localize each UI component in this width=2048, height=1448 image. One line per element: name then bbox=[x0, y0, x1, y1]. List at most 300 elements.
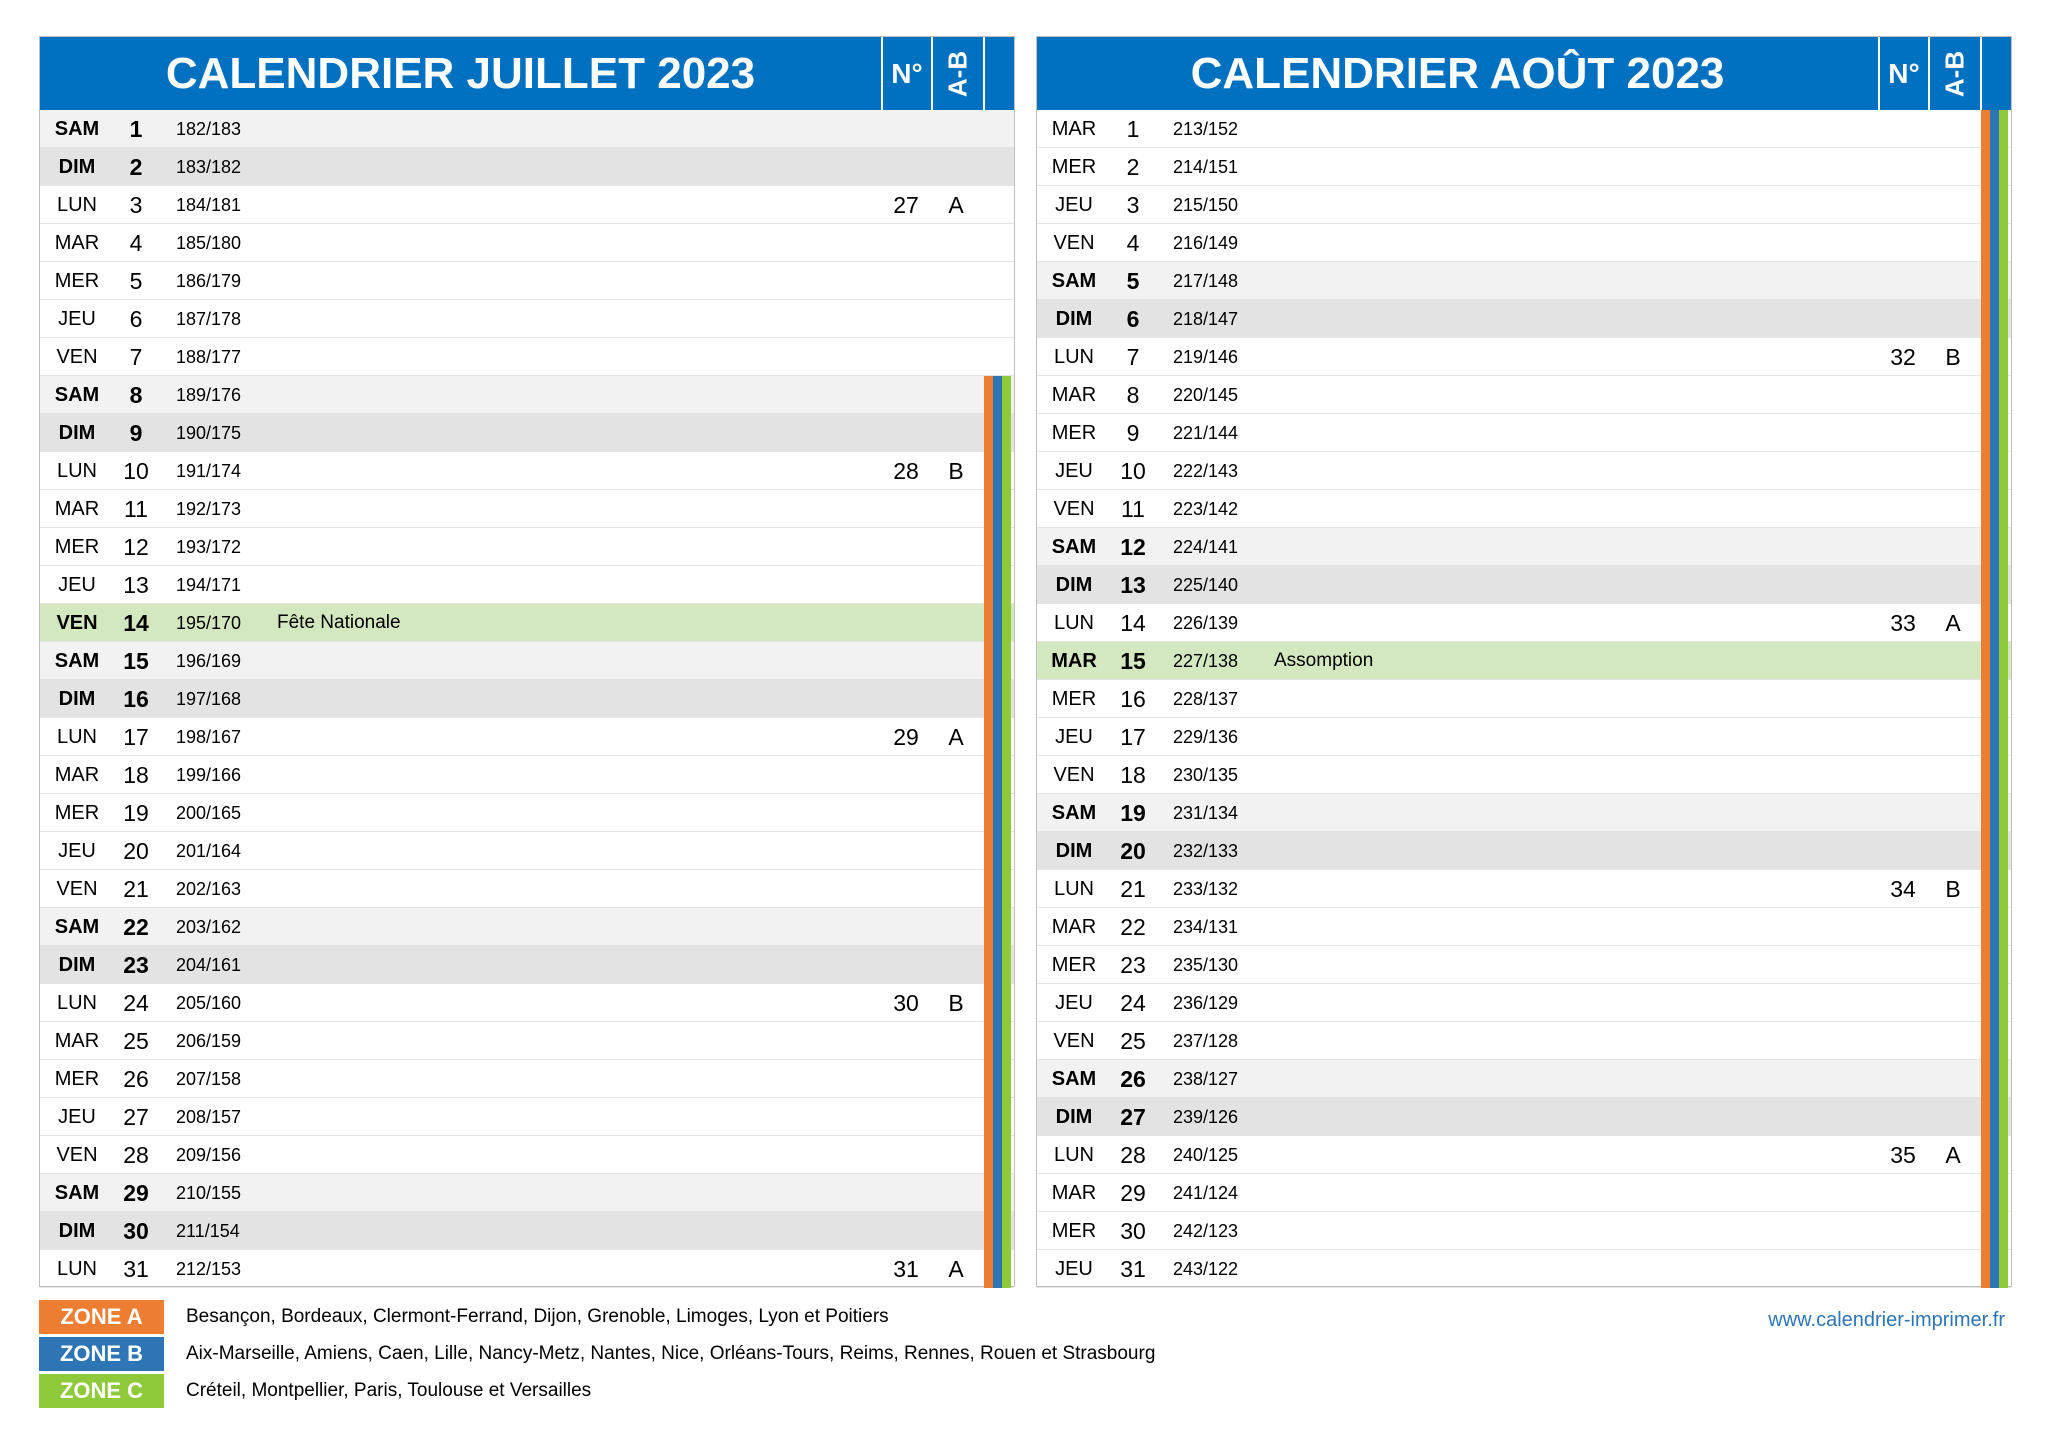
day-row bbox=[1037, 490, 2011, 528]
zone-b-bar bbox=[993, 376, 1002, 414]
zone-a-bar bbox=[1981, 1250, 1990, 1288]
month-title: CALENDRIER AOÛT 2023 bbox=[1190, 49, 1725, 98]
day-row bbox=[40, 490, 1014, 528]
day-number: 31 bbox=[123, 1256, 149, 1282]
day-number: 25 bbox=[123, 1028, 149, 1054]
zone-c-bar bbox=[1999, 870, 2008, 908]
day-number: 26 bbox=[123, 1066, 149, 1092]
day-name: LUN bbox=[56, 992, 97, 1014]
zone-c-bar bbox=[1002, 794, 1011, 832]
day-row bbox=[1037, 870, 2011, 908]
zone-b-bar bbox=[1990, 528, 1999, 566]
school-holiday-zones bbox=[1981, 1022, 2008, 1060]
ab-week: B bbox=[1945, 344, 1961, 370]
zone-b-bar bbox=[1990, 1212, 1999, 1250]
zone-a-bar bbox=[1981, 338, 1990, 376]
day-name: MAR bbox=[54, 764, 100, 786]
zone-c-bar bbox=[1999, 566, 2008, 604]
day-name: MER bbox=[1051, 954, 1097, 976]
day-row bbox=[1037, 1212, 2011, 1250]
day-row bbox=[1037, 680, 2011, 718]
zone-b-bar bbox=[1990, 832, 1999, 870]
day-number: 3 bbox=[1126, 192, 1140, 218]
year-day-count: 215/150 bbox=[1173, 195, 1239, 215]
zone-b-bar bbox=[993, 414, 1002, 452]
zone-b-bar bbox=[1990, 110, 1999, 148]
day-name: SAM bbox=[1051, 536, 1097, 558]
year-day-count: 212/153 bbox=[176, 1259, 242, 1279]
day-name: DIM bbox=[1055, 840, 1093, 862]
zone-c-bar bbox=[1002, 1136, 1011, 1174]
zone-b-bar bbox=[993, 680, 1002, 718]
year-day-count: 218/147 bbox=[1173, 309, 1239, 329]
school-holiday-zones bbox=[984, 1098, 1011, 1136]
zone-a-bar bbox=[1981, 566, 1990, 604]
day-name: JEU bbox=[58, 840, 96, 862]
day-name: DIM bbox=[1055, 308, 1093, 330]
zone-a-bar bbox=[984, 528, 993, 566]
day-name: VEN bbox=[1053, 498, 1095, 520]
zone-a-bar bbox=[984, 642, 993, 680]
zone-b-bar bbox=[1990, 186, 1999, 224]
day-name: DIM bbox=[58, 954, 96, 976]
zone-a-bar bbox=[1981, 756, 1990, 794]
day-row bbox=[1037, 262, 2011, 300]
day-number: 21 bbox=[1120, 876, 1146, 902]
day-name: SAM bbox=[1051, 802, 1097, 824]
zone-a-bar bbox=[1981, 794, 1990, 832]
day-name: MER bbox=[54, 1068, 100, 1090]
school-holiday-zones bbox=[1981, 1250, 2008, 1288]
day-name: MER bbox=[54, 802, 100, 824]
zone-c-bar bbox=[1002, 832, 1011, 870]
year-day-count: 232/133 bbox=[1173, 841, 1239, 861]
day-number: 30 bbox=[1120, 1218, 1146, 1244]
holiday-name: Fête Nationale bbox=[277, 612, 401, 633]
day-name: LUN bbox=[1053, 612, 1094, 634]
day-row bbox=[1037, 604, 2011, 642]
zone-b-bar bbox=[1990, 984, 1999, 1022]
school-holiday-zones bbox=[1981, 452, 2008, 490]
day-name: SAM bbox=[54, 650, 100, 672]
day-name: LUN bbox=[56, 460, 97, 482]
year-day-count: 193/172 bbox=[176, 537, 242, 557]
day-number: 10 bbox=[123, 458, 149, 484]
zone-a-bar bbox=[1981, 148, 1990, 186]
zone-a-cities: Besançon, Bordeaux, Clermont-Ferrand, Dijon, Grenoble, Limoges, Lyon et Poitiers bbox=[186, 1306, 889, 1327]
zone-b-bar bbox=[1990, 300, 1999, 338]
day-number: 29 bbox=[1120, 1180, 1146, 1206]
day-number: 21 bbox=[123, 876, 149, 902]
zone-b-bar bbox=[1990, 1174, 1999, 1212]
zone-a-bar bbox=[1981, 1022, 1990, 1060]
school-holiday-zones bbox=[1981, 870, 2008, 908]
zone-c-bar bbox=[1999, 186, 2008, 224]
year-day-count: 220/145 bbox=[1173, 385, 1239, 405]
day-number: 8 bbox=[1126, 382, 1140, 408]
zone-c-bar bbox=[1002, 414, 1011, 452]
website-link[interactable]: www.calendrier-imprimer.fr bbox=[1768, 1309, 2005, 1331]
day-name: LUN bbox=[1053, 878, 1094, 900]
school-holiday-zones bbox=[984, 832, 1011, 870]
school-holiday-zones bbox=[1981, 1098, 2008, 1136]
zone-c-bar bbox=[1999, 794, 2008, 832]
zone-c-bar bbox=[1002, 1022, 1011, 1060]
year-day-count: 189/176 bbox=[176, 385, 242, 405]
day-number: 17 bbox=[123, 724, 149, 750]
day-name: DIM bbox=[58, 688, 96, 710]
zone-c-badge: ZONE C bbox=[39, 1374, 164, 1408]
zone-c-bar bbox=[1002, 642, 1011, 680]
week-number: 35 bbox=[1890, 1142, 1916, 1168]
day-name: MAR bbox=[54, 1030, 100, 1052]
zone-b-bar bbox=[993, 1060, 1002, 1098]
school-holiday-zones bbox=[984, 376, 1011, 414]
zone-c-bar bbox=[1002, 376, 1011, 414]
zone-a-bar bbox=[984, 1250, 993, 1288]
year-day-count: 242/123 bbox=[1173, 1221, 1239, 1241]
day-row bbox=[40, 376, 1014, 414]
zone-a-bar bbox=[1981, 642, 1990, 680]
school-holiday-zones bbox=[1981, 376, 2008, 414]
zone-c-bar bbox=[1999, 490, 2008, 528]
ab-week-header: A-B bbox=[942, 50, 973, 97]
zone-a-bar bbox=[1981, 984, 1990, 1022]
day-name: SAM bbox=[1051, 270, 1097, 292]
zone-b-bar bbox=[993, 1250, 1002, 1288]
zone-c-bar bbox=[1999, 300, 2008, 338]
year-day-count: 219/146 bbox=[1173, 347, 1239, 367]
zone-c-bar bbox=[1002, 870, 1011, 908]
week-number-header: N° bbox=[1888, 58, 1920, 89]
day-number: 19 bbox=[1120, 800, 1146, 826]
zone-b-bar bbox=[1990, 1098, 1999, 1136]
zone-c-bar bbox=[1002, 984, 1011, 1022]
day-row bbox=[40, 832, 1014, 870]
month-july bbox=[39, 36, 1015, 1287]
day-number: 2 bbox=[129, 154, 143, 180]
week-number-header: N° bbox=[891, 58, 923, 89]
zone-c-bar bbox=[1999, 1060, 2008, 1098]
zone-a-bar bbox=[1981, 262, 1990, 300]
zone-a-bar bbox=[1981, 1174, 1990, 1212]
zone-c-bar bbox=[1002, 1060, 1011, 1098]
zone-c-bar bbox=[1002, 718, 1011, 756]
zone-a-bar bbox=[984, 794, 993, 832]
zone-b-bar bbox=[1990, 338, 1999, 376]
ab-week-header: A-B bbox=[1939, 50, 1970, 97]
day-number: 24 bbox=[1120, 990, 1146, 1016]
day-number: 6 bbox=[129, 306, 143, 332]
school-holiday-zones bbox=[984, 794, 1011, 832]
year-day-count: 211/154 bbox=[176, 1221, 240, 1241]
school-holiday-zones bbox=[1981, 680, 2008, 718]
zone-a-bar bbox=[1981, 1136, 1990, 1174]
day-number: 2 bbox=[1126, 154, 1140, 180]
zone-b-bar bbox=[993, 566, 1002, 604]
school-holiday-zones bbox=[1981, 794, 2008, 832]
ab-week: A bbox=[948, 724, 964, 750]
day-name: SAM bbox=[54, 916, 100, 938]
year-day-count: 216/149 bbox=[1173, 233, 1239, 253]
year-day-count: 182/183 bbox=[176, 119, 242, 139]
day-number: 8 bbox=[129, 382, 143, 408]
day-number: 11 bbox=[124, 496, 148, 522]
day-name: MAR bbox=[1051, 1182, 1097, 1204]
day-name: JEU bbox=[1055, 992, 1093, 1014]
zone-b-bar bbox=[993, 1098, 1002, 1136]
day-name: JEU bbox=[58, 308, 96, 330]
day-number: 28 bbox=[1120, 1142, 1146, 1168]
school-holiday-zones bbox=[1981, 1212, 2008, 1250]
school-holiday-zones bbox=[984, 984, 1011, 1022]
day-name: JEU bbox=[58, 1106, 96, 1128]
zone-a-bar bbox=[984, 946, 993, 984]
school-holiday-zones bbox=[1981, 832, 2008, 870]
year-day-count: 224/141 bbox=[1173, 537, 1239, 557]
year-day-count: 233/132 bbox=[1173, 879, 1239, 899]
school-holiday-zones bbox=[984, 946, 1011, 984]
day-number: 15 bbox=[1120, 648, 1146, 674]
school-holiday-zones bbox=[984, 1060, 1011, 1098]
month-august bbox=[1036, 36, 2012, 1287]
school-holiday-zones bbox=[1981, 1136, 2008, 1174]
day-name: JEU bbox=[58, 574, 96, 596]
zone-a-bar bbox=[984, 1060, 993, 1098]
day-number: 4 bbox=[129, 230, 143, 256]
day-number: 4 bbox=[1126, 230, 1140, 256]
day-name: VEN bbox=[56, 878, 98, 900]
year-day-count: 203/162 bbox=[176, 917, 242, 937]
day-number: 15 bbox=[123, 648, 149, 674]
zone-a-bar bbox=[984, 984, 993, 1022]
zone-b-bar bbox=[1990, 414, 1999, 452]
day-number: 16 bbox=[1120, 686, 1146, 712]
day-name: VEN bbox=[56, 346, 98, 368]
day-name: SAM bbox=[54, 1182, 100, 1204]
day-number: 17 bbox=[1120, 724, 1146, 750]
day-number: 22 bbox=[1120, 914, 1146, 940]
ab-week: A bbox=[1945, 1142, 1961, 1168]
day-number: 24 bbox=[123, 990, 149, 1016]
zone-b-bar bbox=[1990, 1022, 1999, 1060]
zone-b-bar bbox=[1990, 1136, 1999, 1174]
day-row bbox=[1037, 946, 2011, 984]
day-row bbox=[40, 794, 1014, 832]
day-row bbox=[1037, 110, 2011, 148]
zone-c-bar bbox=[1999, 1136, 2008, 1174]
school-holiday-zones bbox=[984, 1174, 1011, 1212]
ab-week: A bbox=[948, 192, 964, 218]
zone-b-bar bbox=[993, 1212, 1002, 1250]
day-name: MER bbox=[1051, 1220, 1097, 1242]
day-number: 27 bbox=[123, 1104, 149, 1130]
day-number: 5 bbox=[129, 268, 143, 294]
day-number: 27 bbox=[1120, 1104, 1146, 1130]
day-row bbox=[40, 452, 1014, 490]
school-holiday-zones bbox=[984, 756, 1011, 794]
day-name: DIM bbox=[1055, 574, 1093, 596]
zone-a-bar bbox=[984, 490, 993, 528]
zone-a-bar bbox=[984, 870, 993, 908]
day-number: 22 bbox=[123, 914, 149, 940]
ab-week: B bbox=[1945, 876, 1961, 902]
day-name: DIM bbox=[58, 1220, 96, 1242]
zone-b-bar bbox=[1990, 680, 1999, 718]
school-holiday-zones bbox=[1981, 566, 2008, 604]
day-row bbox=[40, 1212, 1014, 1250]
zone-c-bar bbox=[1999, 414, 2008, 452]
zone-b-bar bbox=[993, 1136, 1002, 1174]
zone-a-bar bbox=[1981, 490, 1990, 528]
zone-c-bar bbox=[1002, 566, 1011, 604]
zone-c-bar bbox=[1002, 908, 1011, 946]
year-day-count: 191/174 bbox=[176, 461, 242, 481]
day-row bbox=[40, 984, 1014, 1022]
zone-b-bar bbox=[1990, 642, 1999, 680]
ab-week: A bbox=[1945, 610, 1961, 636]
zone-a-bar bbox=[984, 908, 993, 946]
zone-c-bar bbox=[1002, 680, 1011, 718]
day-number: 14 bbox=[1120, 610, 1146, 636]
day-row bbox=[40, 1098, 1014, 1136]
zone-c-bar bbox=[1002, 1212, 1011, 1250]
day-name: MER bbox=[1051, 156, 1097, 178]
day-name: LUN bbox=[56, 194, 97, 216]
year-day-count: 213/152 bbox=[1173, 119, 1239, 139]
zone-c-bar bbox=[1999, 1212, 2008, 1250]
zone-a-bar bbox=[984, 452, 993, 490]
zone-a-bar bbox=[1981, 604, 1990, 642]
zone-b-bar bbox=[1990, 224, 1999, 262]
day-number: 10 bbox=[1120, 458, 1146, 484]
zone-b-bar bbox=[1990, 490, 1999, 528]
zone-c-bar bbox=[1002, 528, 1011, 566]
zone-c-bar bbox=[1002, 756, 1011, 794]
zone-a-bar bbox=[1981, 718, 1990, 756]
zone-a-bar bbox=[1981, 946, 1990, 984]
day-name: SAM bbox=[54, 118, 100, 140]
day-row bbox=[40, 110, 1014, 148]
ab-week: B bbox=[948, 990, 964, 1016]
year-day-count: 210/155 bbox=[176, 1183, 242, 1203]
day-name: MER bbox=[1051, 688, 1097, 710]
year-day-count: 209/156 bbox=[176, 1145, 242, 1165]
year-day-count: 236/129 bbox=[1173, 993, 1239, 1013]
day-name: MAR bbox=[1051, 650, 1097, 672]
day-row bbox=[1037, 794, 2011, 832]
day-number: 7 bbox=[129, 344, 143, 370]
day-row bbox=[40, 642, 1014, 680]
zone-b-bar bbox=[1990, 718, 1999, 756]
zone-c-bar bbox=[1999, 908, 2008, 946]
zone-a-bar bbox=[1981, 832, 1990, 870]
school-holiday-zones bbox=[1981, 414, 2008, 452]
header-divider bbox=[983, 37, 985, 110]
zone-c-cities: Créteil, Montpellier, Paris, Toulouse et Versailles bbox=[186, 1380, 592, 1401]
day-list bbox=[40, 110, 1014, 1288]
day-row bbox=[40, 870, 1014, 908]
zone-a-bar bbox=[1981, 870, 1990, 908]
zone-b-bar bbox=[1990, 946, 1999, 984]
year-day-count: 225/140 bbox=[1173, 575, 1239, 595]
day-name: LUN bbox=[1053, 346, 1094, 368]
week-number: 32 bbox=[1890, 344, 1916, 370]
zone-b-bar bbox=[993, 528, 1002, 566]
zone-c-bar bbox=[1002, 1250, 1011, 1288]
zone-b-bar bbox=[1990, 452, 1999, 490]
day-name: MAR bbox=[1051, 118, 1097, 140]
zone-b-bar bbox=[993, 1022, 1002, 1060]
zone-a-bar bbox=[984, 756, 993, 794]
school-holiday-zones bbox=[1981, 1174, 2008, 1212]
day-number: 3 bbox=[129, 192, 143, 218]
zone-a-bar bbox=[984, 680, 993, 718]
school-holiday-zones bbox=[1981, 224, 2008, 262]
day-row bbox=[1037, 756, 2011, 794]
school-holiday-zones bbox=[1981, 908, 2008, 946]
school-holiday-zones bbox=[984, 414, 1011, 452]
zone-a-bar bbox=[1981, 376, 1990, 414]
zone-b-bar bbox=[1990, 794, 1999, 832]
zone-b-badge: ZONE B bbox=[39, 1337, 164, 1371]
day-name: LUN bbox=[1053, 1144, 1094, 1166]
school-holiday-zones bbox=[984, 566, 1011, 604]
week-number: 30 bbox=[893, 990, 919, 1016]
week-number: 31 bbox=[893, 1256, 919, 1282]
school-holiday-zones bbox=[984, 1136, 1011, 1174]
day-row bbox=[40, 224, 1014, 262]
school-holiday-zones bbox=[984, 908, 1011, 946]
day-number: 31 bbox=[1120, 1256, 1146, 1282]
school-holiday-zones bbox=[1981, 984, 2008, 1022]
year-day-count: 239/126 bbox=[1173, 1107, 1239, 1127]
year-day-count: 226/139 bbox=[1173, 613, 1239, 633]
day-name: DIM bbox=[1055, 1106, 1093, 1128]
ab-week: B bbox=[948, 458, 964, 484]
day-row bbox=[1037, 528, 2011, 566]
day-row bbox=[40, 1136, 1014, 1174]
zone-a-bar bbox=[984, 376, 993, 414]
zone-c-bar bbox=[1002, 1098, 1011, 1136]
zone-c-bar bbox=[1999, 338, 2008, 376]
zone-a-badge: ZONE A bbox=[39, 1300, 164, 1334]
day-list bbox=[1037, 110, 2011, 1288]
school-holiday-zones bbox=[984, 604, 1011, 642]
zone-c-bar bbox=[1002, 452, 1011, 490]
day-number: 25 bbox=[1120, 1028, 1146, 1054]
day-name: MER bbox=[1051, 422, 1097, 444]
day-number: 30 bbox=[123, 1218, 149, 1244]
year-day-count: 237/128 bbox=[1173, 1031, 1239, 1051]
year-day-count: 184/181 bbox=[176, 195, 242, 215]
week-number: 34 bbox=[1890, 876, 1916, 902]
day-name: JEU bbox=[1055, 194, 1093, 216]
school-holiday-zones bbox=[1981, 490, 2008, 528]
day-row bbox=[40, 946, 1014, 984]
holiday-name: Assomption bbox=[1274, 650, 1374, 671]
day-name: JEU bbox=[1055, 1258, 1093, 1280]
school-holiday-zones bbox=[1981, 338, 2008, 376]
day-name: MER bbox=[54, 536, 100, 558]
day-name: MAR bbox=[54, 498, 100, 520]
day-number: 12 bbox=[123, 534, 149, 560]
year-day-count: 188/177 bbox=[176, 347, 242, 367]
day-name: JEU bbox=[1055, 460, 1093, 482]
zone-b-bar bbox=[993, 832, 1002, 870]
school-holiday-zones bbox=[984, 1212, 1011, 1250]
day-number: 13 bbox=[1120, 572, 1146, 598]
